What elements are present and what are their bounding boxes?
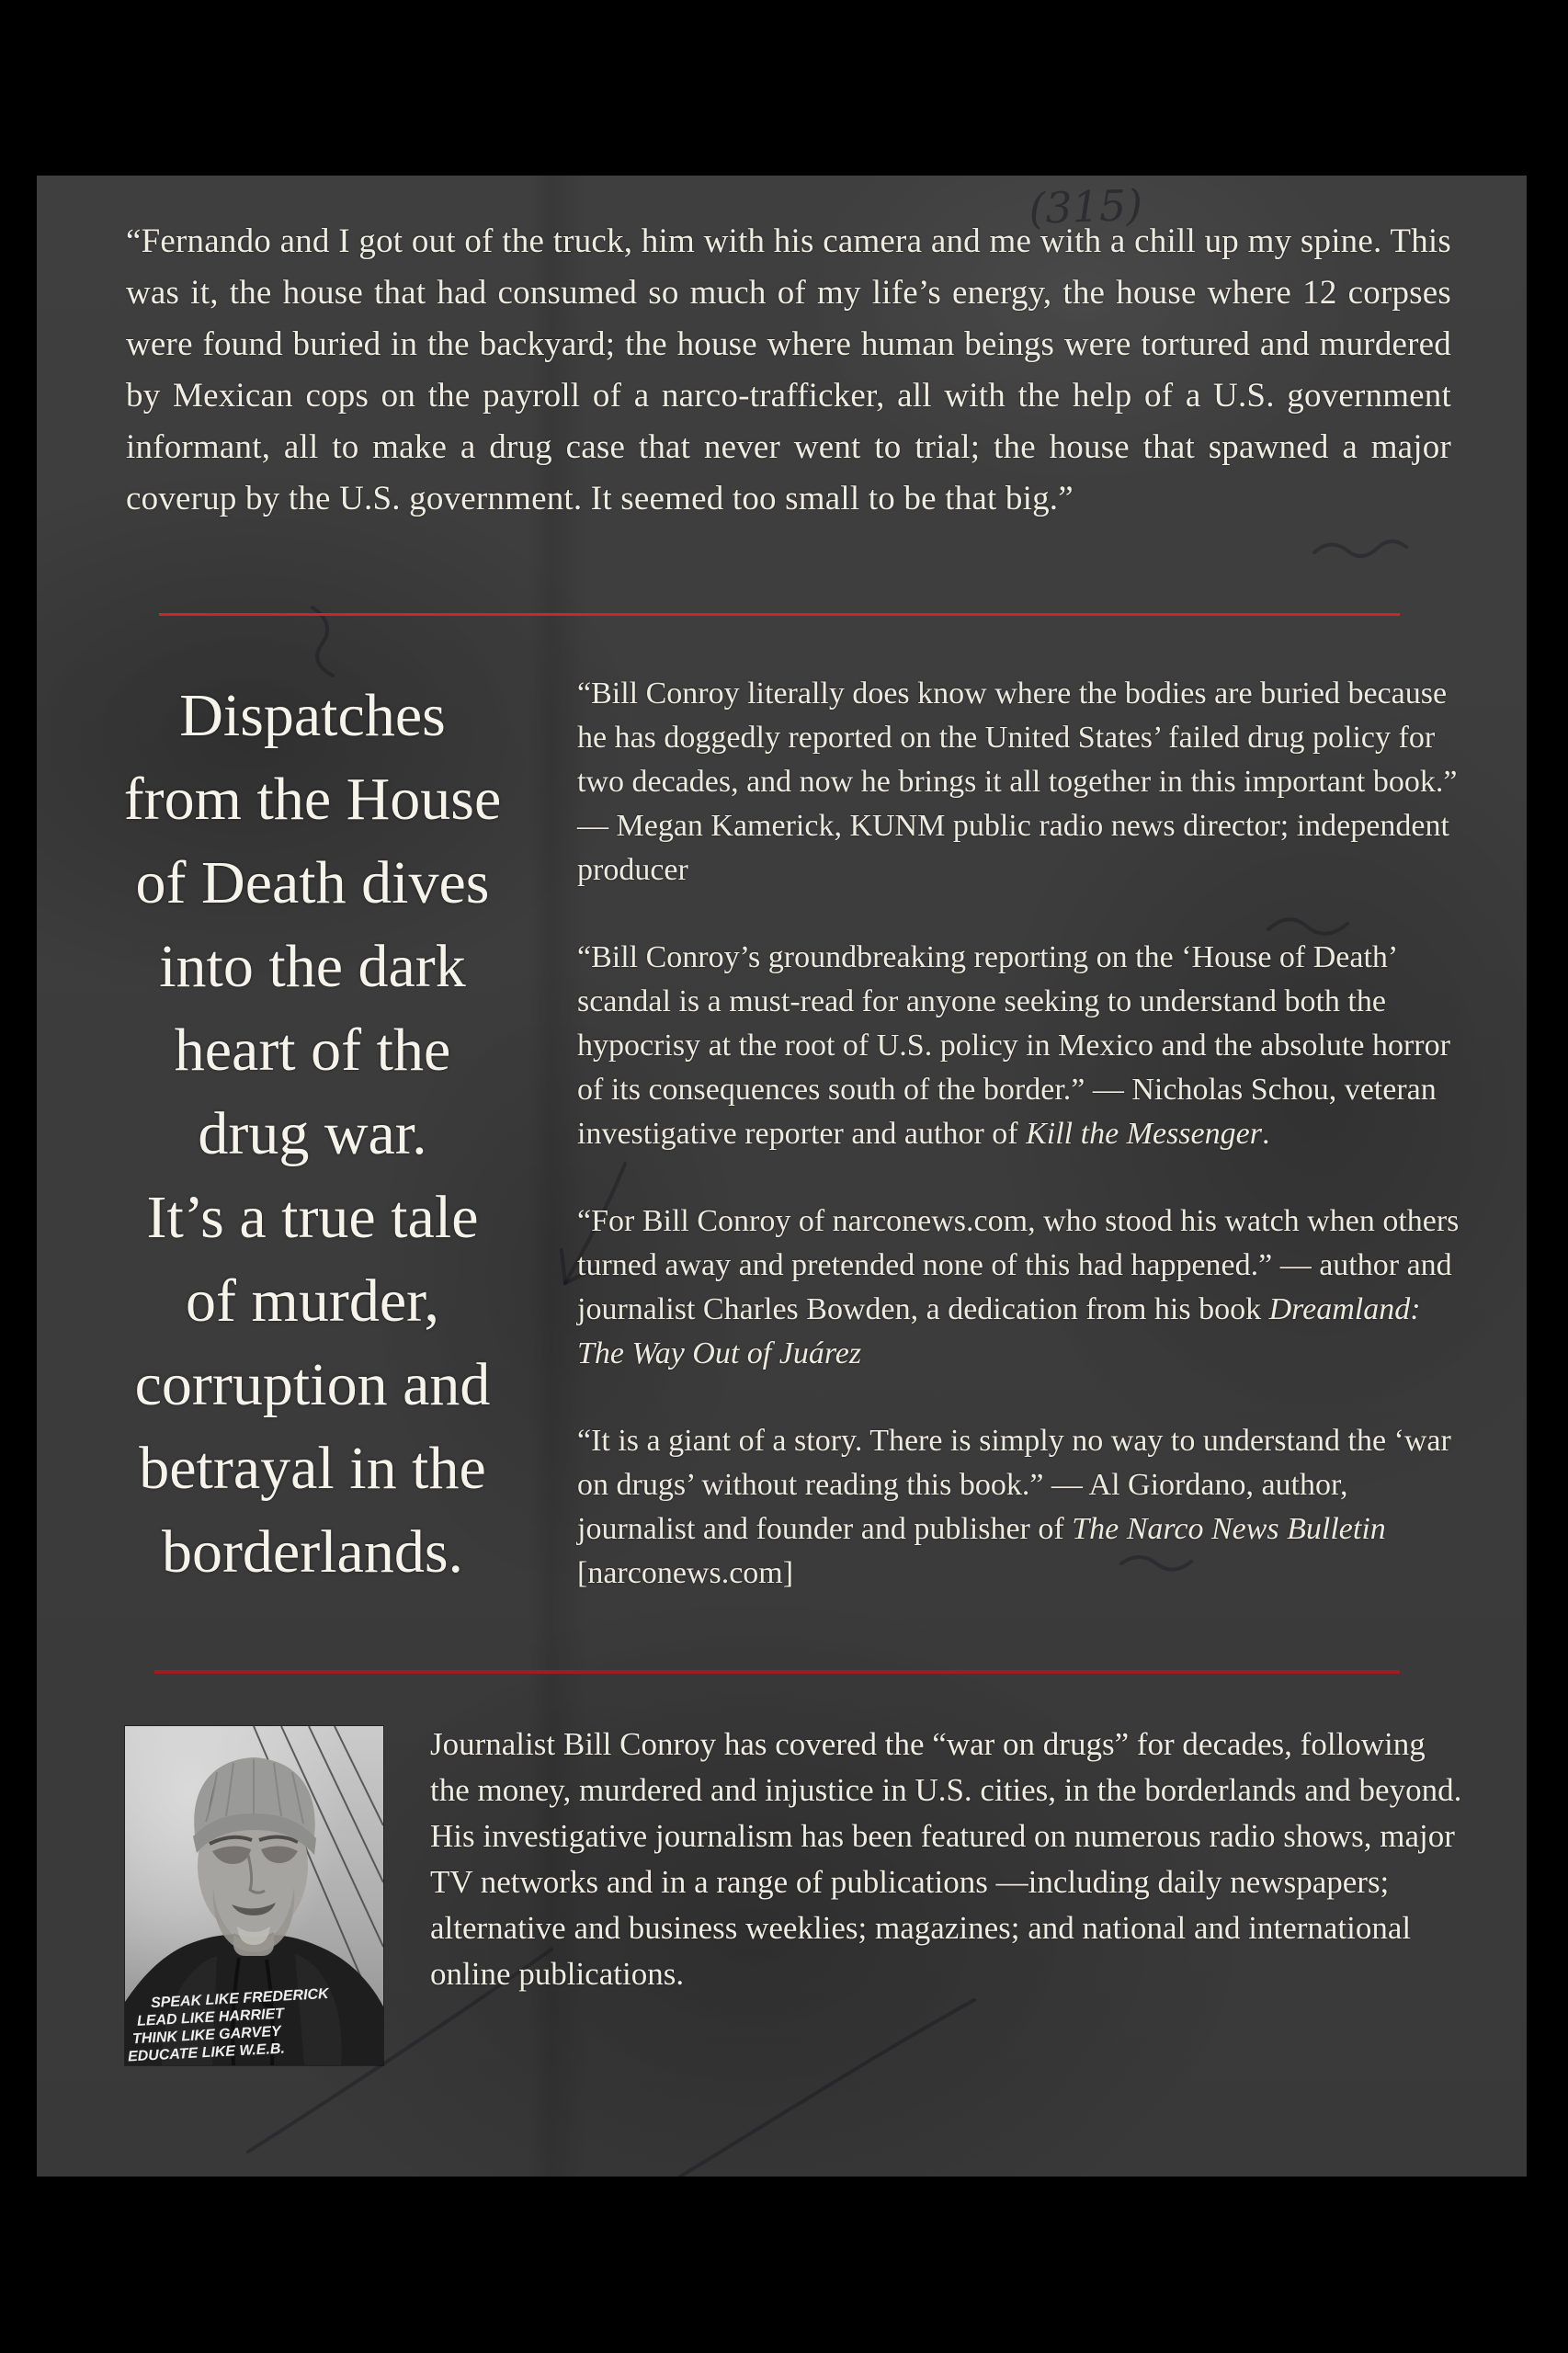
pull-quote-line: of murder,: [186, 1267, 439, 1335]
pull-quote-line: heart of the: [174, 1017, 451, 1084]
endorsement-italic: Dreamland: The Way Out of Juárez: [577, 1292, 1421, 1370]
pull-quote-line: It’s a true tale: [146, 1184, 479, 1251]
endorsement-giordano: [577, 1419, 1460, 1596]
endorsement-text: “Bill Conroy’s groundbreaking reporting on the ‘House of Death’ scandal is a must-read for anyone seeking to understand both the hypocrisy at the root of U.S. policy in Mexico and the absolute horror of its consequences south of the border.” — Nicholas Schou, veteran investigative reporter and author of: [577, 940, 1450, 1151]
bottom-divider-rule: [154, 1670, 1400, 1674]
author-bio: Journalist Bill Conroy has covered the “war on drugs” for decades, following the money, murdered and injustice in U.S. cities, in the borderlands and beyond. His investigative journalism has been featured on numerous radio shows, major TV networks and in a range of publications —including daily newspapers; alternative and business weeklies; magazines; and national and international online publications.: [430, 1726, 1462, 1992]
endorsement-text: “It is a giant of a story. There is simply no way to understand the ‘war on drugs’ without reading this book.” — Al Giordano, author, journalist and founder and publisher of: [577, 1424, 1451, 1546]
pull-quote-line: into the dark: [159, 933, 466, 1000]
author-photo: [125, 1726, 383, 2065]
cover-panel: [37, 176, 1527, 2177]
endorsement-text: “For Bill Conroy of narconews.com, who stood his watch when others turned away and pretended none of this had happened.” — author and journalist Charles Bowden, a dedication from his book: [577, 1204, 1460, 1326]
pull-quote-line: drug war.: [198, 1100, 427, 1167]
pull-quote: [72, 674, 553, 1594]
top-divider-rule: [159, 613, 1400, 616]
pull-quote-line: from the House: [123, 766, 502, 833]
endorsement-quotes: [577, 672, 1460, 1596]
opening-excerpt: [126, 216, 1451, 525]
pull-quote-line: of Death dives: [135, 849, 490, 916]
endorsement-kamerick: [577, 672, 1460, 892]
endorsement-tail: .: [1261, 1117, 1270, 1151]
map-scribble-text: (315): [1028, 179, 1144, 233]
endorsement-tail: [narconews.com]: [577, 1556, 794, 1590]
pull-quote-line: Dispatches: [179, 682, 446, 749]
endorsement-italic: Kill the Messenger: [1026, 1117, 1262, 1151]
endorsement-italic: The Narco News Bulletin: [1072, 1512, 1386, 1546]
endorsement-bowden: [577, 1199, 1460, 1376]
pull-quote-line: betrayal in the: [139, 1435, 486, 1502]
endorsement-text: “Bill Conroy literally does know where the bodies are buried because he has doggedly reported on the United States’ failed drug policy for two decades, and now he brings it all together in this important book.” — Megan Kamerick, KUNM public radio news director; independent producer: [577, 676, 1458, 887]
shirt-line: SPEAK LIKE FREDERICK: [150, 1985, 330, 2012]
shirt-line: THINK LIKE GARVEY: [131, 2023, 282, 2048]
opening-excerpt-text: “Fernando and I got out of the truck, him with his camera and me with a chill up my spine. This was it, the house that had consumed so much of my life’s energy, the house where 12 corpses were found buried in the backyard; the house where human beings were tortured and murdered by Mexican cops on the payroll of a narco-trafficker, all with the help of a U.S. government informant, all to make a drug case that never went to trial; the house that spawned a major coverup by the U.S. government. It seemed too small to be that big.”: [126, 222, 1451, 517]
pull-quote-line: corruption and: [134, 1351, 491, 1418]
pull-quote-line: borderlands.: [161, 1518, 464, 1586]
shirt-line: EDUCATE LIKE W.E.B.: [127, 2040, 286, 2065]
endorsement-schou: [577, 936, 1460, 1156]
shirt-line: LEAD LIKE HARRIET: [136, 2006, 285, 2029]
